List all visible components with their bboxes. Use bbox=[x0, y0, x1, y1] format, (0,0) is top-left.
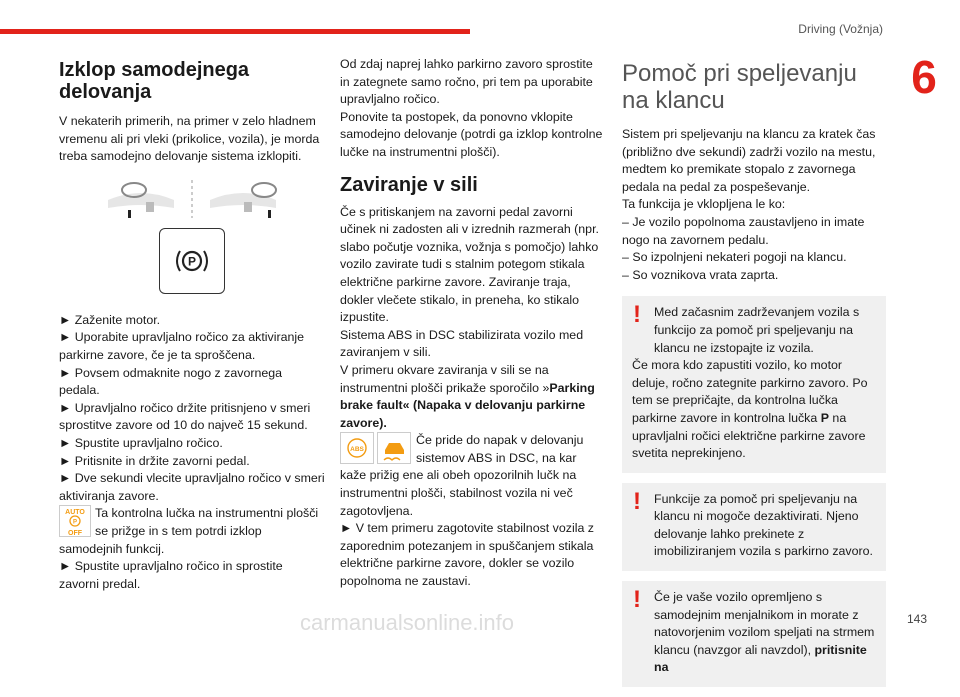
paragraph: ► V tem primeru zagotovite stabilnost vozila z zaporednim potezanjem in spuščanjem stikala električne parkirne zavore, dokler se vozilo popolnoma ne zaustavi. bbox=[340, 521, 594, 589]
warning-box bbox=[622, 296, 886, 472]
section-heading-emergency-braking: Zaviranje v sili bbox=[340, 173, 478, 196]
steering-wheel-left-icon bbox=[106, 180, 176, 218]
auto-label: AUTO bbox=[65, 509, 85, 517]
section-heading-hill-start: Pomoč pri speljevanju na klancu bbox=[622, 60, 857, 114]
column-2 bbox=[340, 56, 604, 591]
steps-list bbox=[59, 312, 325, 506]
paragraph: Od zdaj naprej lahko parkirno zavoro sprostite in zategnete samo ročno, pri tem pa uporabite upravljalno ročico. bbox=[340, 57, 593, 107]
step-item: ► Povsem odmaknite nogo z zavornega pedala. bbox=[59, 365, 283, 398]
running-header: Driving (Vožnja) bbox=[798, 22, 883, 36]
page-number: 143 bbox=[906, 612, 927, 626]
step-item: ► Spustite upravljalno ročico. bbox=[59, 435, 223, 450]
step-item: ► Dve sekundi vlecite upravljalno ročico v smeri aktiviranja zavore. bbox=[59, 471, 325, 503]
steering-wheel-right-icon bbox=[208, 180, 278, 218]
paragraph: Sistema ABS in DSC stabilizirata vozilo med zaviranjem v sili. bbox=[340, 327, 584, 360]
column-3 bbox=[622, 56, 886, 697]
abs-dsc-note bbox=[340, 432, 604, 520]
paragraph bbox=[340, 362, 604, 432]
step-item: ► Upravljalno ročico držite pritisnjeno v smeri sprostitve zavore od 10 do največ 15 sekund. bbox=[59, 400, 311, 433]
warning-box bbox=[622, 483, 886, 571]
warning-text: Funkcije za pomoč pri speljevanju na klancu ni mogoče dezaktivirati. Njeno delovanje lahko prekinete z imobiliziranjem vozila s parkirno zavoro. bbox=[654, 491, 873, 559]
chapter-number: 6 bbox=[911, 51, 937, 103]
warning-text: Če mora kdo zapustiti vozilo, ko motor deluje, ročno zategnite parkirno zavoro. Po tem se prepričajte, da kontrolna lučka parkirne zavore in kontrolna lučka P na upravljalni ročici električne parkirne zavore svetita neprekinjeno. bbox=[632, 358, 868, 461]
condition-item: – So izpolnjeni nekateri pogoji na klancu. bbox=[622, 250, 847, 265]
parking-brake-switch-illustration bbox=[159, 228, 225, 294]
watermark: carmanualsonline.info bbox=[300, 610, 515, 635]
header-red-bar bbox=[0, 29, 470, 34]
condition-item: – So voznikova vrata zaprta. bbox=[622, 267, 779, 282]
auto-off-lamp-note bbox=[59, 505, 325, 558]
divider-dashed bbox=[190, 180, 194, 218]
auto-off-warning-lamp-icon bbox=[59, 505, 91, 537]
warning-text: Med začasnim zadrževanjem vozila s funkcijo za pomoč pri speljevanju na klancu ne izstopajte iz vozila. bbox=[654, 305, 860, 355]
step-item: ► Uporabite upravljalno ročico za aktiviranje parkirne zavore, če je ta sproščena. bbox=[59, 330, 305, 362]
abs-dsc-text: Če pride do napak v delovanju sistemov ABS in DSC, na kar kaže prižig ene ali obeh opozorilnih lučk na instrumentni plošči, stabilnost vozila ni več zagotovljena. bbox=[340, 433, 584, 518]
paragraph: Če s pritiskanjem na zavorni pedal zavorni učinek ni zadosten ali v izrednih razmerah (npr. slabo počutje voznika, vožnja s pomočjo) lahko vozilo zavirate tudi s stalnim potegom stikala električne parkirne zavore. Zaviranje traja, dokler vlečete stikalo, in preneha, ko stikalo izpustite. bbox=[340, 204, 599, 325]
steering-illustration bbox=[59, 180, 325, 218]
warning-text: Če je vaše vozilo opremljeno s samodejnim menjalnikom in morate z natovorjenim vozilom speljati na strmem klancu (navzgor ali navzdol), pritisnite na bbox=[654, 590, 875, 675]
paragraph: Sistem pri speljevanju na klancu za kratek čas (približno dve sekundi) zadrži vozilo na mestu, medtem ko premikate stopalo z zavornega pedala na pedal za pospeševanje. bbox=[622, 127, 876, 194]
svg-text:ABS: ABS bbox=[350, 446, 364, 454]
text-run: V primeru okvare zaviranja v sili se na instrumentni plošči prikaže sporočilo » bbox=[340, 362, 550, 395]
column-1 bbox=[59, 56, 325, 593]
intro-text: V nekaterih primerih, na primer v zelo hladnem vremenu ali pri vleki (prikolice, vozila), je morda treba samodejno delovanje sistema izklopiti. bbox=[59, 114, 320, 164]
svg-text:P: P bbox=[187, 254, 197, 269]
warning-icon: ! bbox=[633, 487, 641, 515]
paragraph: Ponovite ta postopek, da ponovno vklopite samodejno delovanje (potrdi ga izklop kontrolne lučke na instrumentni plošči). bbox=[340, 109, 603, 159]
paragraph: Ta funkcija je vklopljena le ko: bbox=[622, 197, 786, 212]
lamp-text: Ta kontrolna lučka na instrumentni plošči se prižge in s tem potrdi izklop samodejnih funkcij. bbox=[59, 506, 319, 556]
warning-box bbox=[622, 581, 886, 687]
section-heading-auto-off: Izklop samodejnega delovanja bbox=[59, 59, 250, 103]
final-step: ► Spustite upravljalno ročico in sprostite zavorni predal. bbox=[59, 559, 283, 591]
parking-brake-icon bbox=[172, 246, 212, 276]
warning-icon: ! bbox=[633, 301, 641, 329]
condition-item: – Je vozilo popolnoma zaustavljeno in imate nogo na zavornem pedalu. bbox=[622, 214, 865, 247]
step-item: ► Pritisnite in držite zavorni pedal. bbox=[59, 453, 250, 468]
warning-icon: ! bbox=[633, 586, 641, 614]
fault-message: Parking brake fault« (Napaka v delovanju parkirne zavore). bbox=[340, 380, 595, 430]
svg-text:P: P bbox=[72, 519, 78, 526]
off-label: OFF bbox=[68, 530, 82, 538]
abs-dsc-warning-icons bbox=[340, 432, 412, 464]
step-item: ► Zaženite motor. bbox=[59, 312, 161, 327]
